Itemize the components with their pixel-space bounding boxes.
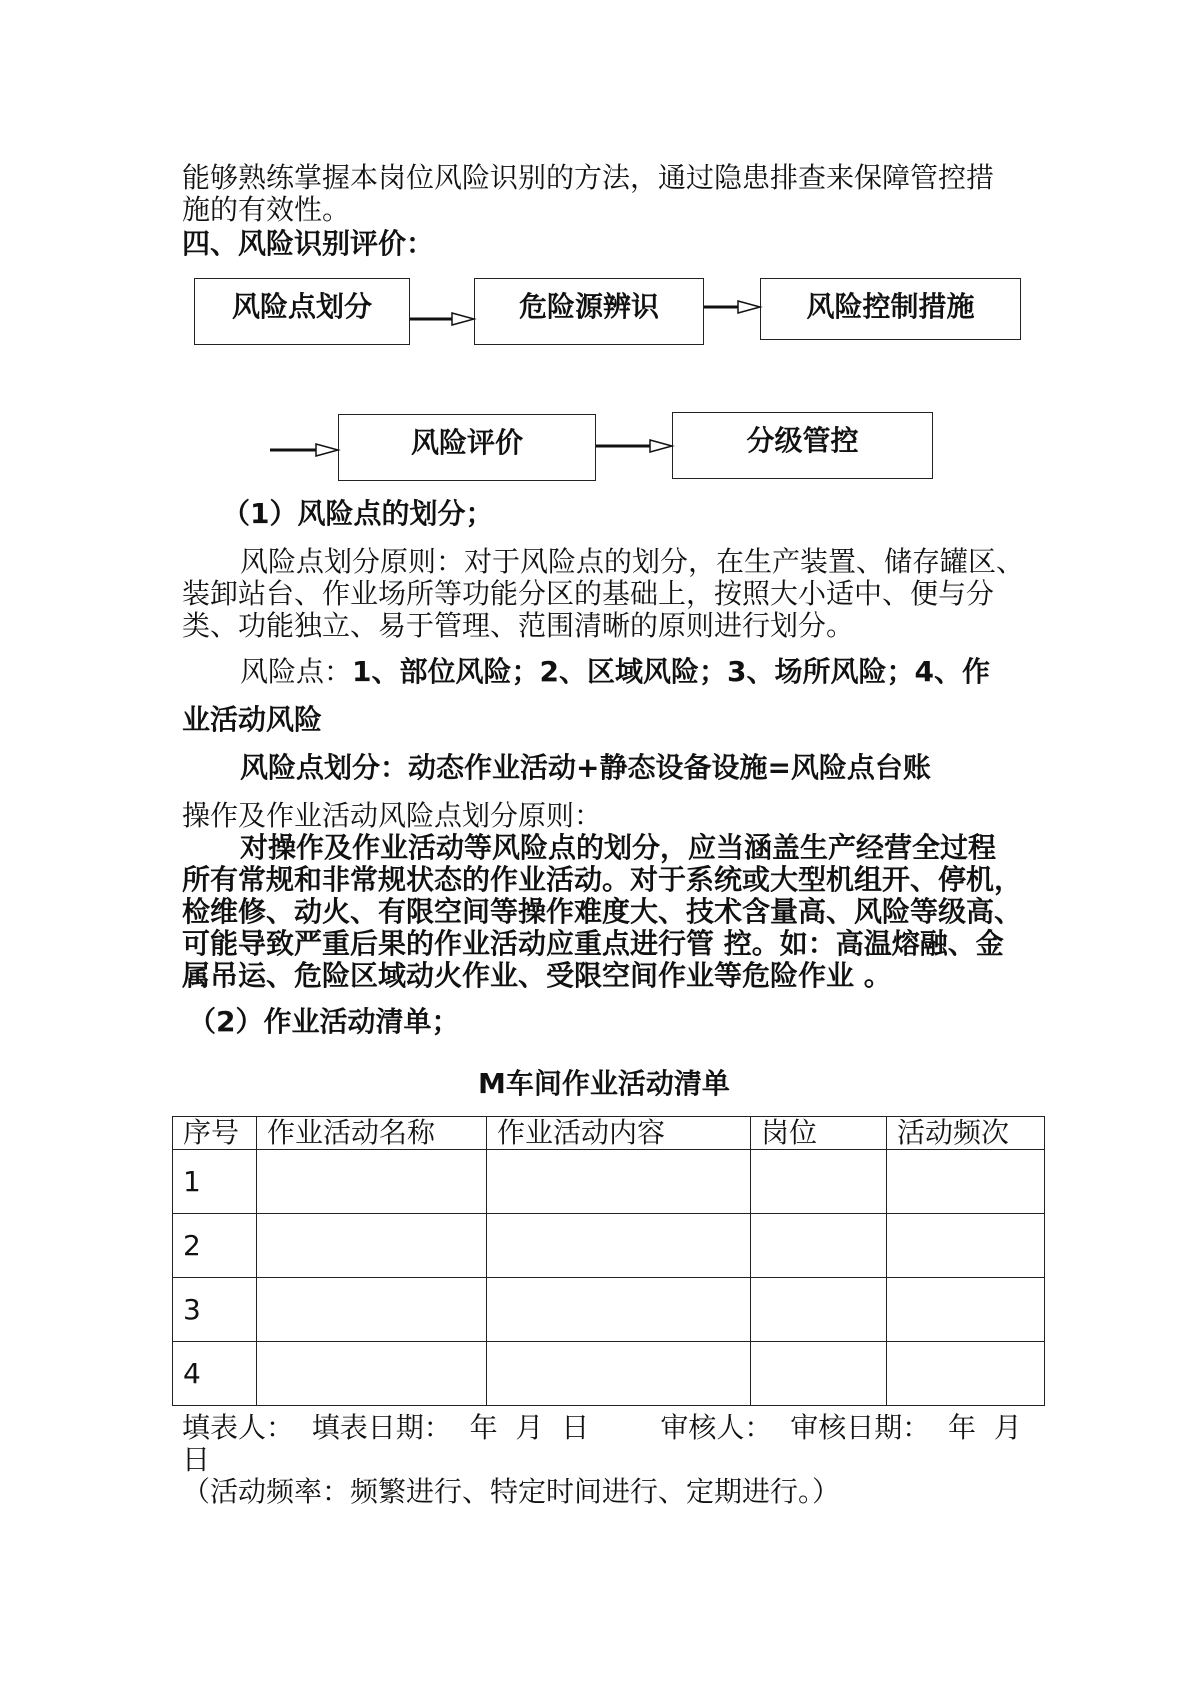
operations-principle-line: 所有常规和非常规状态的作业活动。对于系统或大型机组开、停机， — [182, 863, 1023, 896]
table-row — [173, 1278, 1045, 1342]
table-cell-activity-content[interactable] — [487, 1150, 751, 1214]
table-footer-signatures-continued: 日 — [182, 1443, 211, 1476]
operations-principle-line: 属吊运、危险区域动火作业、受限空间作业等危险作业 。 — [182, 959, 892, 992]
risk-points-label: 风险点： — [240, 655, 353, 688]
table-cell-post[interactable] — [751, 1278, 887, 1342]
subsection-heading-risk-point-division: （1）风险点的划分； — [222, 497, 494, 530]
flow-step-label: 风险点划分 — [231, 290, 372, 323]
table-cell-serial: 4 — [173, 1342, 257, 1406]
flow-arrow-1-head — [452, 313, 474, 325]
table-row — [173, 1342, 1045, 1406]
table-cell-activity-name[interactable] — [257, 1278, 487, 1342]
risk-points-line-1 — [240, 656, 990, 688]
risk-points-list: 1、部位风险；2、区域风险；3、场所风险；4、作 — [352, 655, 990, 688]
flow-arrow-2-head — [738, 301, 760, 313]
operations-principle-line: 对操作及作业活动等风险点的划分，应当涵盖生产经营全过程 — [240, 831, 997, 864]
table-cell-activity-content[interactable] — [487, 1278, 751, 1342]
table-cell-activity-frequency[interactable] — [887, 1342, 1045, 1406]
table-cell-serial: 3 — [173, 1278, 257, 1342]
risk-point-formula: 风险点划分：动态作业活动+静态设备设施=风险点台账 — [240, 751, 931, 784]
operations-principle-heading: 操作及作业活动风险点划分原则： — [182, 799, 603, 832]
operations-principle-line: 检维修、动火、有限空间等操作难度大、技术含量高、风险等级高、 — [182, 895, 1023, 928]
flow-step-label: 分级管控 — [746, 424, 859, 457]
table-footer-signatures: 填表人： 填表日期： 年 月 日 审核人： 审核日期： 年 月 — [182, 1411, 1022, 1444]
principle-line: 风险点划分原则：对于风险点的划分，在生产装置、储存罐区、 — [240, 545, 1025, 578]
column-header-activity-frequency: 活动频次 — [887, 1117, 1045, 1150]
intro-line-1: 能够熟练掌握本岗位风险识别的方法，通过隐患排查来保障管控措 — [182, 161, 995, 194]
column-header-activity-content: 作业活动内容 — [487, 1117, 751, 1150]
table-cell-activity-content[interactable] — [487, 1214, 751, 1278]
flow-step-label: 危险源辨识 — [518, 290, 659, 323]
activity-frequency-note: （活动频率：频繁进行、特定时间进行、定期进行。） — [182, 1475, 841, 1508]
operations-principle-line: 可能导致严重后果的作业活动应重点进行管 控。如：高温熔融、金 — [182, 927, 1004, 960]
principle-line: 装卸站台、作业场所等功能分区的基础上，按照大小适中、便与分 — [182, 577, 995, 610]
table-cell-activity-frequency[interactable] — [887, 1278, 1045, 1342]
table-cell-activity-name[interactable] — [257, 1150, 487, 1214]
flow-step-label: 风险控制措施 — [806, 290, 975, 323]
principle-line: 类、功能独立、易于管理、范围清晰的原则进行划分。 — [182, 609, 855, 642]
table-row — [173, 1150, 1045, 1214]
flow-arrows — [0, 0, 1200, 520]
column-header-serial: 序号 — [173, 1117, 257, 1150]
flow-arrow-3-head — [316, 444, 338, 456]
section-heading-risk-evaluation: 四、风险识别评价： — [182, 227, 435, 260]
intro-line-2: 施的有效性。 — [182, 193, 351, 226]
table-cell-post[interactable] — [751, 1214, 887, 1278]
table-row — [173, 1214, 1045, 1278]
column-header-post: 岗位 — [751, 1117, 887, 1150]
table-cell-post[interactable] — [751, 1342, 887, 1406]
flow-arrow-4-head — [650, 440, 672, 452]
table-cell-activity-name[interactable] — [257, 1214, 487, 1278]
table-cell-activity-content[interactable] — [487, 1342, 751, 1406]
table-cell-serial: 2 — [173, 1214, 257, 1278]
table-cell-activity-name[interactable] — [257, 1342, 487, 1406]
subsection-heading-activity-list: （2）作业活动清单； — [188, 1005, 460, 1038]
table-cell-activity-frequency[interactable] — [887, 1150, 1045, 1214]
table-cell-post[interactable] — [751, 1150, 887, 1214]
table-header-row — [173, 1117, 1045, 1150]
flow-step-label: 风险评价 — [410, 426, 523, 459]
table-cell-serial: 1 — [173, 1150, 257, 1214]
activity-list-table — [172, 1116, 1045, 1406]
table-cell-activity-frequency[interactable] — [887, 1214, 1045, 1278]
column-header-activity-name: 作业活动名称 — [257, 1117, 487, 1150]
risk-points-line-2: 业活动风险 — [182, 703, 323, 736]
table-title: M车间作业活动清单 — [478, 1067, 730, 1100]
